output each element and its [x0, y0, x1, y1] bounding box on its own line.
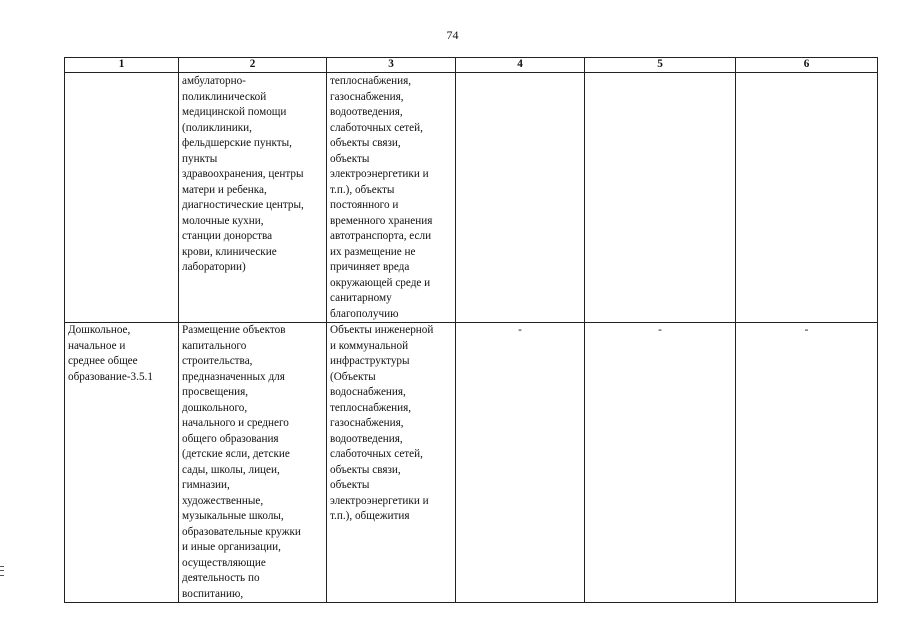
- cell-text: -: [804, 324, 809, 336]
- cell-auxiliary-uses: [327, 73, 456, 323]
- cell-description: [179, 73, 327, 323]
- cell-text: теплоснабжения, газоснабжения, водоотведения, слаботочных сетей, объекты связи, объекты электроэнергетики и т.п.), объекты постоянного и временного хранения автотранспорта, если их размещение не причиняет вреда окружающей среде и санитарному благополучию: [330, 75, 433, 320]
- cell-text: Объекты инженерной и коммунальной инфраструктуры (Объекты водоснабжения, теплоснабжения, газоснабжения, водоотведения, слаботочных сетей, объекты связи, объекты электроэнергетики и т.п.), общежития: [330, 324, 434, 522]
- cell-col6: [736, 323, 878, 603]
- cell-col4: [456, 323, 585, 603]
- cell-col6: [736, 73, 878, 323]
- column-header-3: 3: [327, 58, 456, 73]
- cell-auxiliary-uses: [327, 323, 456, 603]
- cell-text: -: [658, 324, 662, 336]
- table-row: [65, 73, 878, 323]
- column-header-6: 6: [736, 58, 878, 73]
- column-header-4: 4: [456, 58, 585, 73]
- cell-col4: [456, 73, 585, 323]
- cell-text: -: [518, 324, 522, 336]
- header-row: [65, 58, 878, 73]
- cell-col5: [585, 323, 736, 603]
- cell-text: Размещение объектов капитального строительства, предназначенных для просвещения, дошкольного, начального и среднего общего образования (детские ясли, детские сады, школы, лицеи, гимназии, художественные, музыкальные школы, образовательные кружки и иные организации, осуществляющие деятельность по воспитанию,: [182, 324, 301, 600]
- cell-description: [179, 323, 327, 603]
- land-use-table: [64, 57, 878, 603]
- cell-use-type: [65, 323, 179, 603]
- margin-mark: [0, 566, 4, 576]
- column-header-2: 2: [179, 58, 327, 73]
- cell-use-type: [65, 73, 179, 323]
- table-row: [65, 323, 878, 603]
- cell-text: Дошкольное, начальное и среднее общее образование-3.5.1: [68, 324, 153, 383]
- page-number: 74: [446, 28, 459, 42]
- cell-col5: [585, 73, 736, 323]
- column-header-1: 1: [65, 58, 179, 73]
- cell-text: амбулаторно- поликлинической медицинской помощи (поликлиники, фельдшерские пункты, пункты здравоохранения, центры матери и ребенка, диагностические центры, молочные кухни, станции донорства крови, клинические лаборатории): [182, 75, 304, 273]
- column-header-5: 5: [585, 58, 736, 73]
